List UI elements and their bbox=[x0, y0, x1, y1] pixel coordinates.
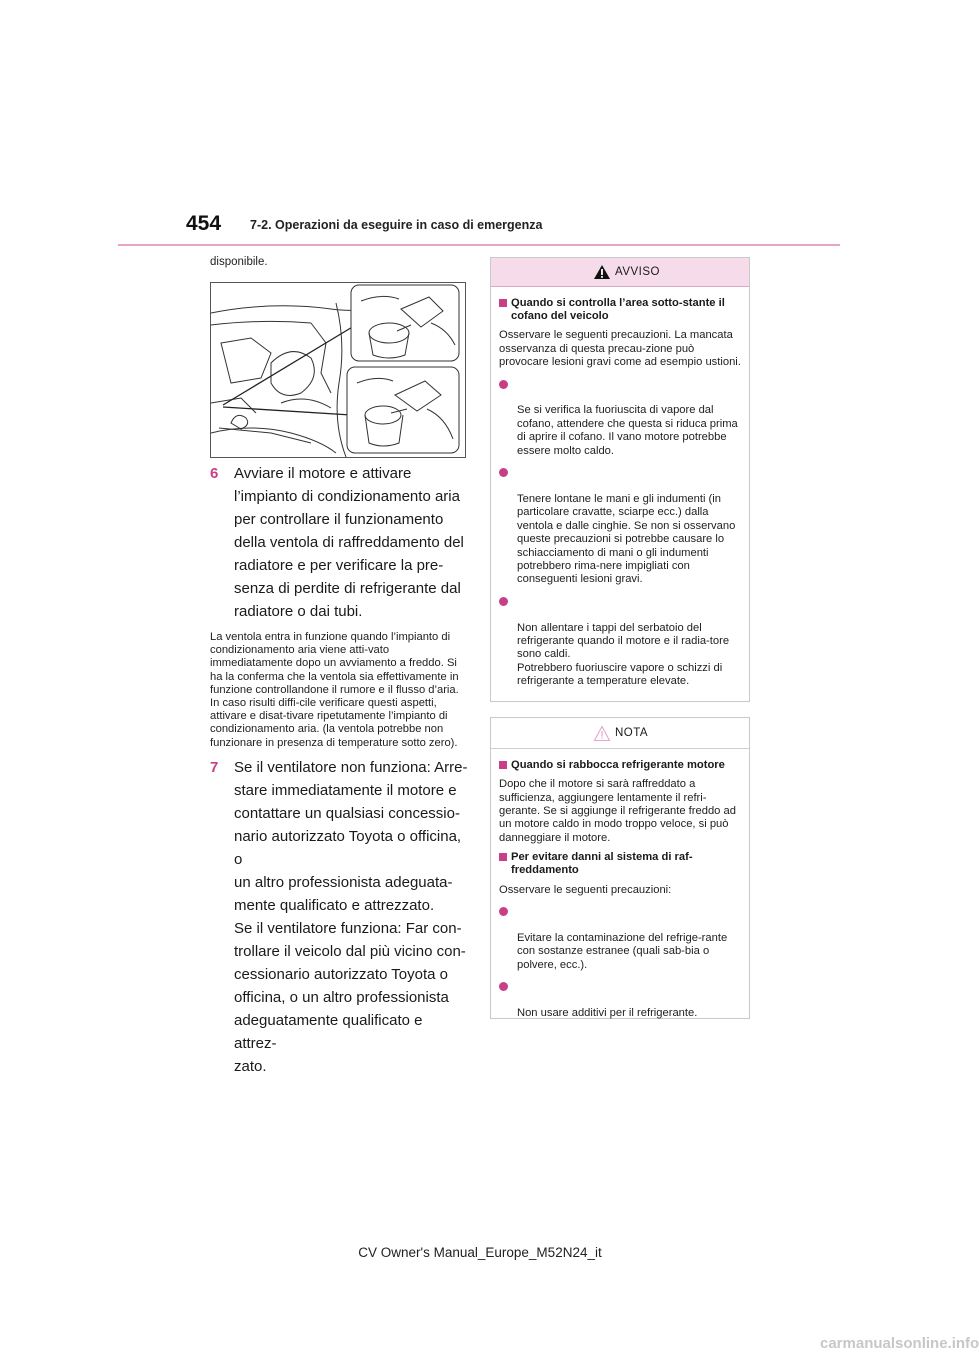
list-item-text: Se si verifica la fuoriuscita di vapore dal cofano, attendere che questa si riduca prima di aprire il cofano. Il vano motore potrebbe essere molto caldo. bbox=[517, 404, 738, 457]
circle-bullet-icon bbox=[499, 380, 508, 389]
warning-title: AVVISO bbox=[615, 266, 660, 278]
list-item bbox=[499, 980, 741, 1020]
step-6-text: Avviare il motore e attivare l’impianto di condizionamento aria per controllare il funzionamento della ventola di raffreddamento del radiatore e per verificare la pre- senza di perdite di refrigerante dal radiatore o dai tubi. bbox=[234, 465, 464, 620]
list-item bbox=[499, 466, 741, 587]
note-title: NOTA bbox=[615, 727, 649, 739]
note-box bbox=[490, 717, 750, 1019]
circle-bullet-icon bbox=[499, 907, 508, 916]
square-bullet-icon bbox=[499, 853, 507, 861]
warning-intro: Osservare le seguenti precauzioni. La mancata osservanza di questa precau-zione può provocare lesioni gravi come ad esempio ustioni. bbox=[499, 329, 741, 369]
watermark: carmanualsonline.info bbox=[820, 1335, 979, 1352]
footer-manual-name: CV Owner's Manual_Europe_M52N24_it bbox=[358, 1245, 602, 1260]
note-paragraph-1: Dopo che il motore si sarà raffreddato a sufficienza, aggiungere lentamente il refri-gerante. Se si aggiunge il refrigerante freddo ad un motore caldo in modo troppo veloce, si può danneggiare il motore. bbox=[499, 778, 736, 844]
caution-outline-icon bbox=[593, 724, 611, 754]
step-6-note: La ventola entra in funzione quando l’impianto di condizionamento aria viene atti-vato immediatamente dopo un avviamento a freddo. Si ha la conferma che la ventola sia effettivamente in funzione controllandone il rumore e il flusso d’aria. In caso risulti diffi-cile verificare questi aspetti, attivare e disat-tivare ripetutamente l’impianto di condizionamento aria. (la ventola potrebbe non funzionare in presenza di temperature sotto zero). bbox=[210, 631, 459, 749]
warning-triangle-icon bbox=[593, 263, 611, 291]
circle-bullet-icon bbox=[499, 597, 508, 606]
step-6 bbox=[210, 462, 468, 623]
warning-box bbox=[490, 257, 750, 702]
note-paragraph-2: Osservare le seguenti precauzioni: bbox=[499, 883, 672, 896]
list-item-text: Tenere lontane le mani e gli indumenti (in particolare cravatte, sciarpe ecc.) dalla ventola e dalle cinghie. Se non si osservano queste precauzioni si potrebbe causare lo schiacciamento di mani o gli indumenti potrebbero rima-nere impigliati con conseguenti lesioni gravi. bbox=[517, 492, 736, 586]
list-item-text: Non allentare i tappi del serbatoio del refrigerante quando il motore e il radia-tore sono caldi. Potrebbero fuoriuscire vapore o schizzi di refrigerante a temperature elevate. bbox=[517, 621, 730, 688]
list-item-text: Evitare la contaminazione del refrige-rante con sostanze estranee (quali sab-bia o polvere, ecc.). bbox=[517, 931, 728, 971]
header-divider bbox=[118, 244, 840, 246]
warning-header bbox=[491, 258, 749, 287]
list-item bbox=[499, 378, 741, 458]
step-7-text: Se il ventilatore non funziona: Arre- stare immediatamente il motore e contattare un qualsiasi concessio- nario autorizzato Toyota o officina, o un altro professionista adeguata- mente qualificato e attrezzato. Se il ventilatore funziona: Far con- trollare il veicolo dal più vicino con- cessionario autorizzato Toyota o officina, o un altro professionista adeguatamente qualificato e attrez- zato. bbox=[234, 758, 468, 1075]
list-item-text: Non usare additivi per il refrigerante. bbox=[517, 1006, 698, 1019]
square-bullet-icon bbox=[499, 761, 507, 769]
engine-drawing bbox=[211, 283, 465, 457]
warning-heading bbox=[499, 297, 741, 323]
step-7-number: 7 bbox=[210, 758, 219, 776]
step-7 bbox=[210, 756, 468, 1078]
warning-heading-text: Quando si controlla l’area sotto-stante il cofano del veicolo bbox=[511, 297, 725, 323]
section-title: 7-2. Operazioni da eseguire in caso di emergenza bbox=[250, 218, 543, 232]
circle-bullet-icon bbox=[499, 982, 508, 991]
list-item bbox=[499, 595, 741, 689]
note-heading-2-text: Per evitare danni al sistema di raf-freddamento bbox=[511, 851, 693, 877]
lead-text: disponibile. bbox=[210, 256, 268, 268]
circle-bullet-icon bbox=[499, 468, 508, 477]
page-number: 454 bbox=[186, 212, 222, 235]
note-heading-1 bbox=[499, 759, 741, 772]
note-heading-1-text: Quando si rabbocca refrigerante motore bbox=[511, 759, 725, 771]
left-column bbox=[210, 256, 468, 1078]
note-heading-2 bbox=[499, 851, 741, 877]
note-header bbox=[491, 718, 749, 749]
list-item bbox=[499, 905, 741, 972]
warning-body bbox=[491, 287, 749, 689]
step-6-number: 6 bbox=[210, 465, 219, 482]
engine-illustration bbox=[210, 282, 466, 458]
square-bullet-icon bbox=[499, 299, 507, 307]
note-body bbox=[491, 749, 749, 1020]
